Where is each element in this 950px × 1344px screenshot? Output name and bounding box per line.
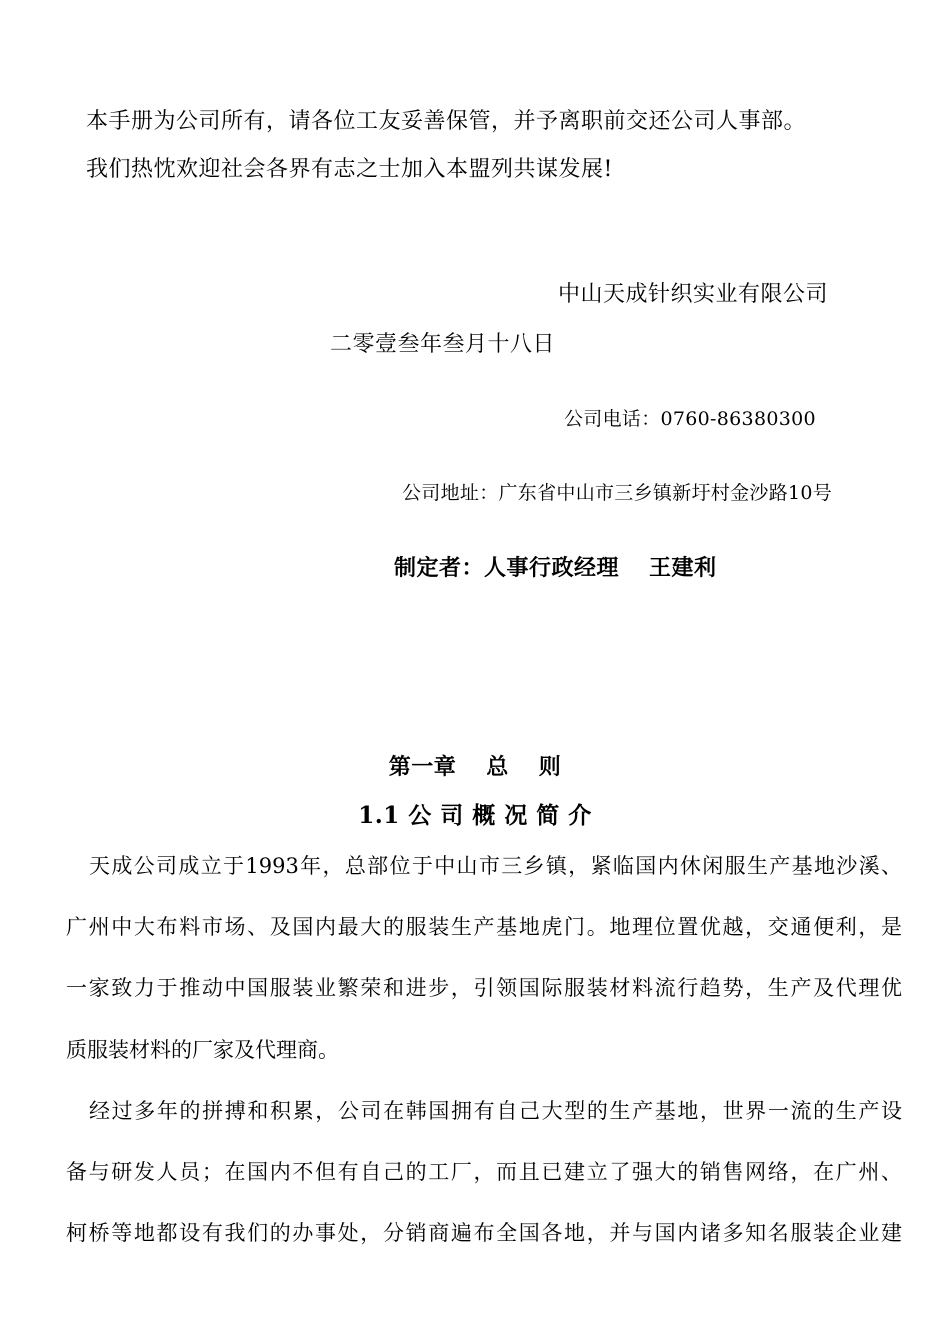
intro-line-1: 本手册为公司所有，请各位工友妥善保管，并予离职前交还公司人事部。	[86, 109, 807, 134]
section-heading	[0, 801, 950, 831]
paragraph-2-line-2: 备与研发人员；在国内不但有自己的工厂，而且已建立了强大的销售网络，在广州、	[66, 1160, 902, 1184]
paragraph-1-line-2: 广州中大布料市场、及国内最大的服装生产基地虎门。地理位置优越，交通便利，是	[66, 915, 902, 939]
chapter-heading	[0, 752, 950, 782]
author-name: 王建利	[649, 555, 717, 581]
author-line	[394, 553, 717, 583]
document-date: 二零壹叁年叁月十八日	[330, 332, 556, 357]
section-title: 公 司 概 况 简 介	[408, 802, 592, 829]
paragraph-2-line-3: 柯桥等地都设有我们的办事处，分销商遍布全国各地，并与国内诸多知名服装企业建	[66, 1221, 902, 1245]
section-number: 1.1	[358, 802, 400, 829]
company-address: 公司地址：广东省中山市三乡镇新圩村金沙路10号	[402, 482, 833, 504]
chapter-title-part1: 总	[486, 754, 509, 780]
paragraph-2-line-1: 经过多年的拼搏和积累，公司在韩国拥有自己大型的生产基地，世界一流的生产设	[89, 1099, 902, 1123]
chapter-title-part2: 则	[538, 754, 562, 780]
paragraph-1-line-4: 质服装材料的厂家及代理商。	[66, 1038, 339, 1062]
company-name: 中山天成针织实业有限公司	[558, 282, 829, 307]
author-label: 制定者：人事行政经理	[394, 555, 620, 581]
paragraph-1-line-3: 一家致力于推动中国服装业繁荣和进步，引领国际服装材料流行趋势，生产及代理优	[66, 976, 902, 1000]
company-phone: 公司电话：0760-86380300	[564, 408, 816, 430]
intro-line-2: 我们热忱欢迎社会各界有志之士加入本盟列共谋发展!	[86, 157, 613, 182]
chapter-label: 第一章	[388, 754, 457, 780]
paragraph-1-line-1: 天成公司成立于1993年，总部位于中山市三乡镇，紧临国内休闲服生产基地沙溪、	[89, 854, 902, 878]
